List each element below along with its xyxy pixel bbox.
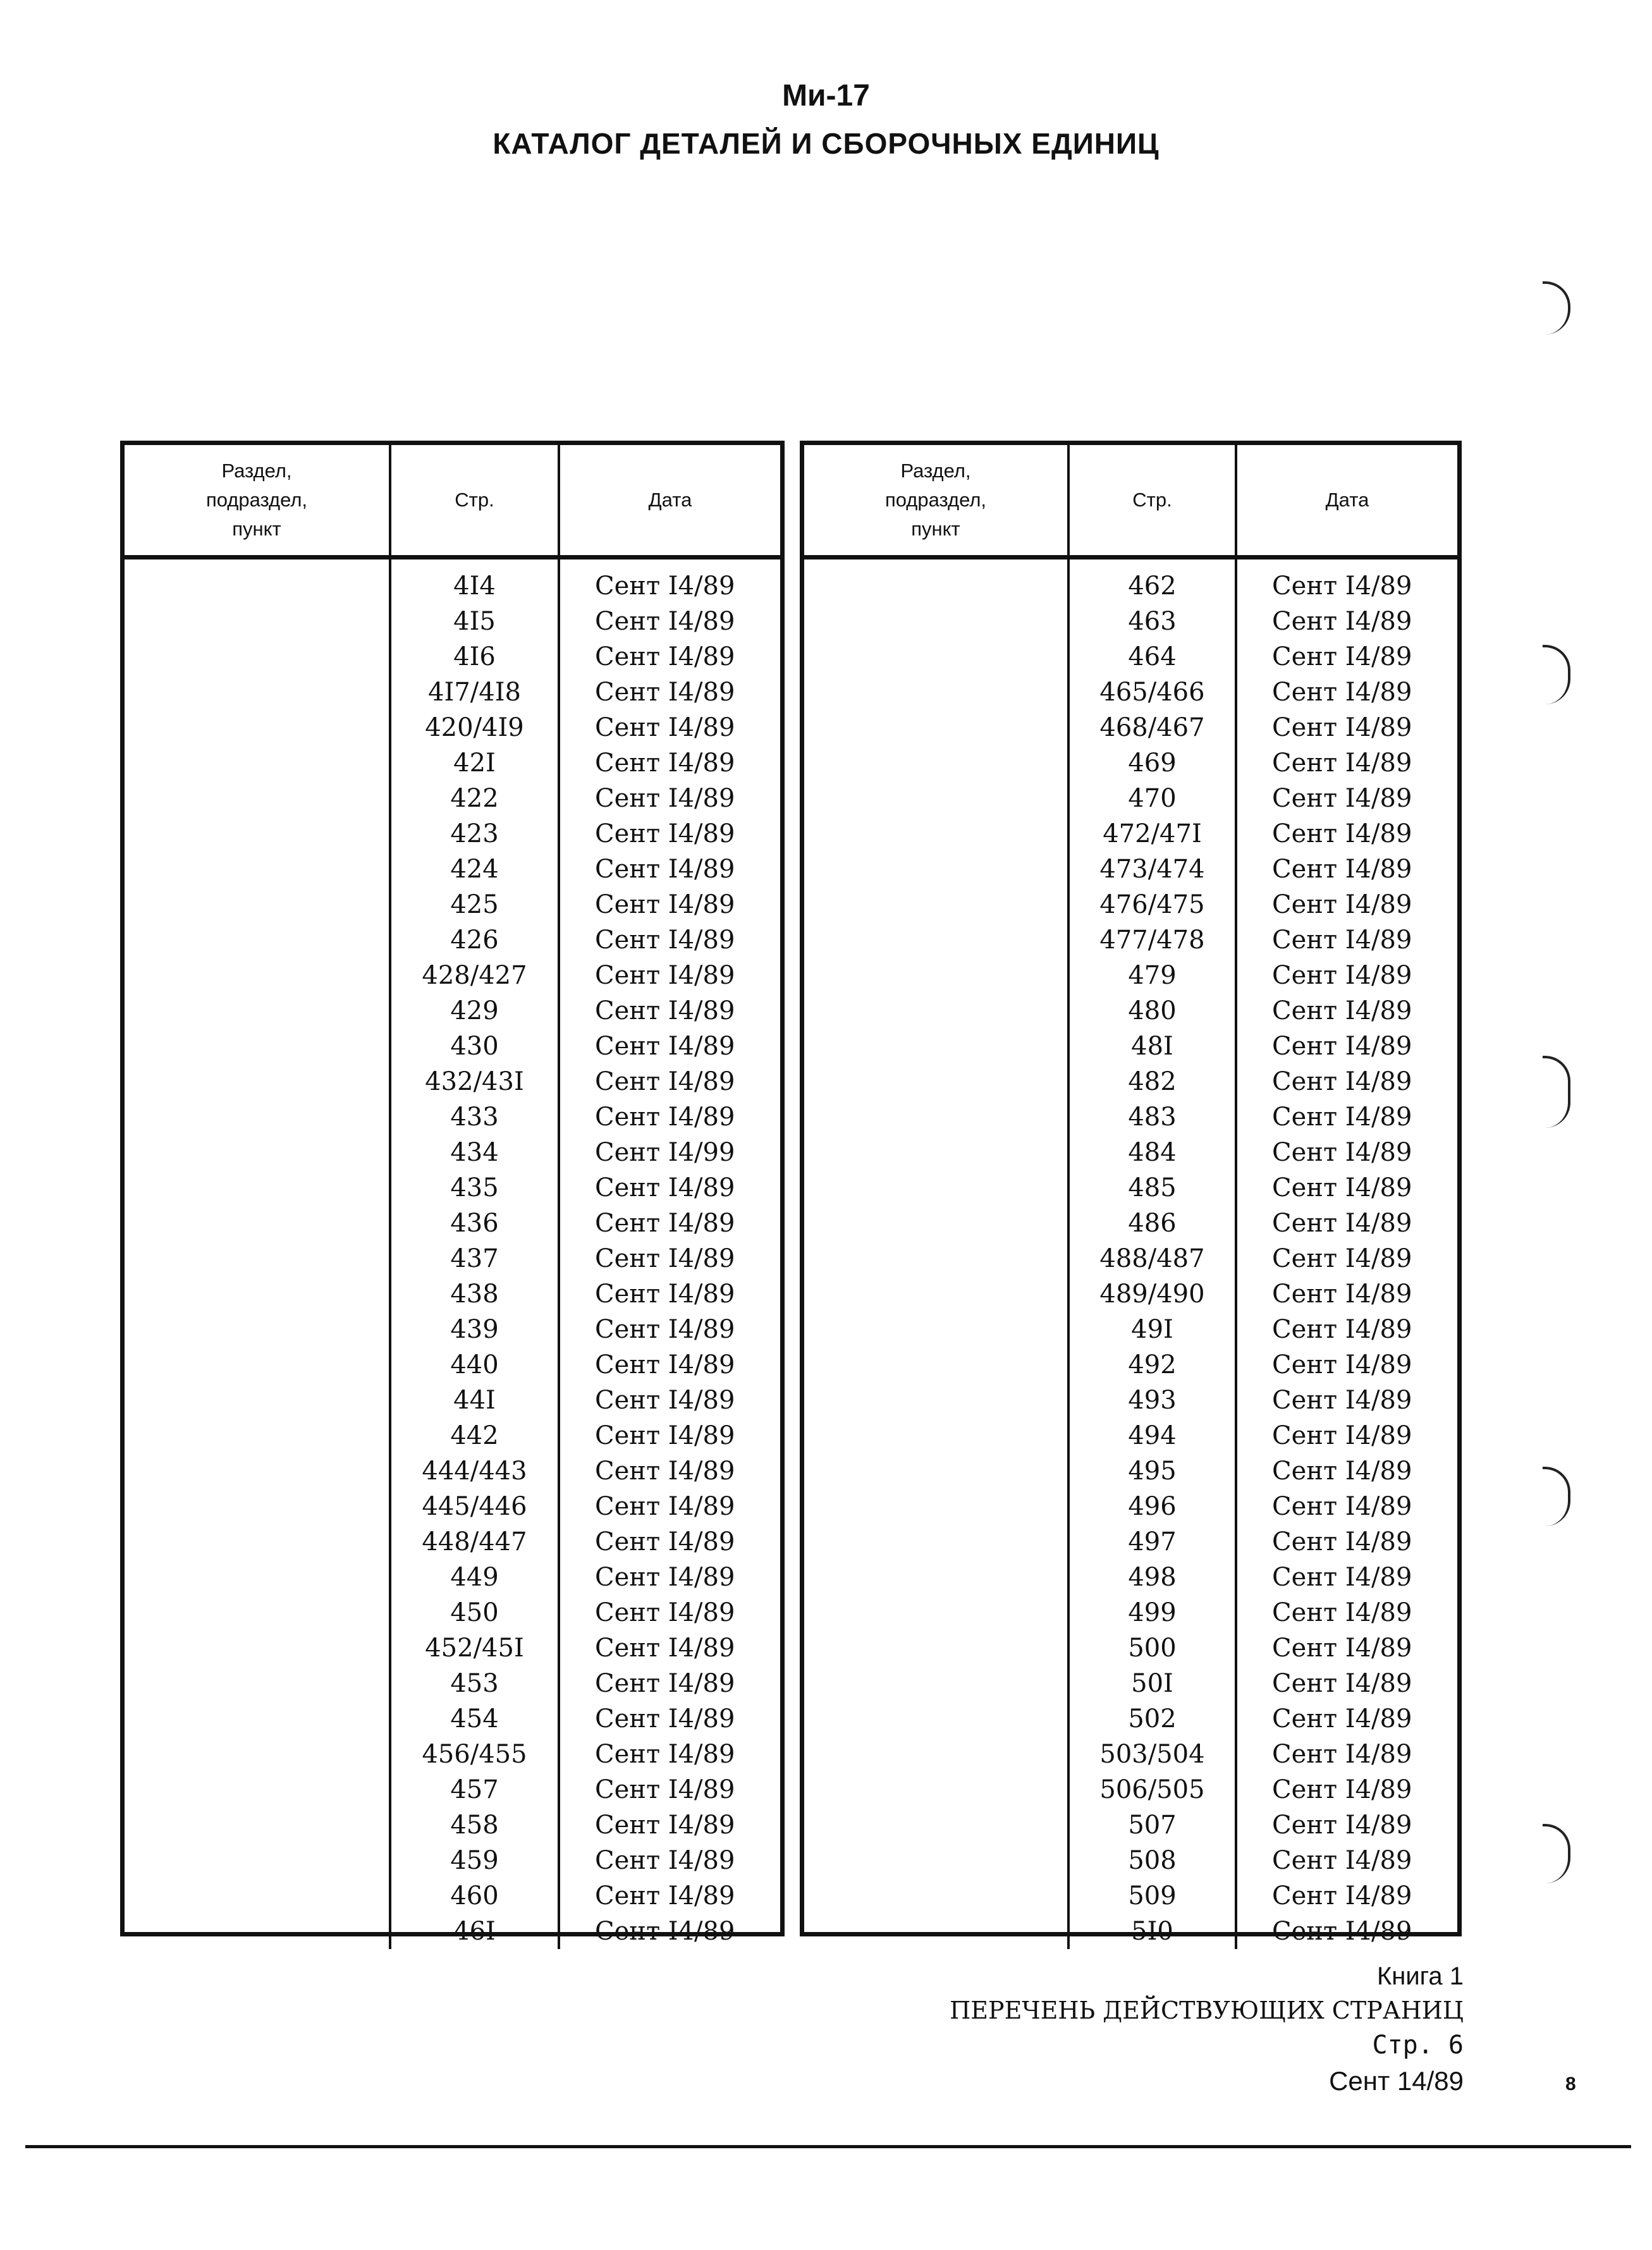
revision-date: Сент I4/89 [1272, 607, 1412, 636]
page-number: 442 [450, 1421, 499, 1450]
page-number: 482 [1128, 1067, 1177, 1096]
page-number: 485 [1128, 1173, 1177, 1202]
revision-date: Сент I4/89 [1272, 1846, 1412, 1875]
revision-date: Сент I4/89 [595, 749, 735, 778]
punch-hole-mark [1543, 1467, 1570, 1526]
revision-date: Сент I4/89 [595, 1315, 735, 1344]
page-number: 459 [450, 1846, 499, 1875]
page-number: 450 [450, 1598, 499, 1627]
revision-date: Сент I4/89 [1272, 1244, 1412, 1273]
revision-date: Сент I4/89 [595, 1634, 735, 1663]
page-number: 425 [450, 890, 499, 919]
page-number: 468/467 [1099, 713, 1205, 742]
page-number: 480 [1128, 996, 1177, 1025]
page-number: 499 [1128, 1598, 1177, 1627]
page-number: 433 [450, 1103, 499, 1132]
page-number: 506/505 [1099, 1775, 1205, 1804]
page-number: 489/490 [1099, 1280, 1205, 1309]
revision-date: Сент I4/89 [1272, 961, 1412, 990]
revision-date: Сент I4/89 [595, 1032, 735, 1061]
revision-date: Сент I4/89 [595, 961, 735, 990]
page-number: 492 [1128, 1350, 1177, 1379]
page-number: 477/478 [1099, 926, 1205, 955]
page-number: 430 [450, 1032, 499, 1061]
revision-date: Сент I4/89 [595, 1421, 735, 1450]
revision-date: Сент I4/89 [595, 1492, 735, 1521]
revision-date: Сент I4/89 [595, 1846, 735, 1875]
revision-date: Сент I4/89 [1272, 1209, 1412, 1238]
revision-date: Сент I4/89 [595, 1917, 735, 1946]
page-number: 464 [1128, 642, 1177, 671]
revision-date: Сент I4/89 [1272, 713, 1412, 742]
page-number: 496 [1128, 1492, 1177, 1521]
page-number: 437 [450, 1244, 499, 1273]
page-number: 472/47I [1103, 819, 1202, 848]
revision-date: Сент I4/89 [1272, 855, 1412, 884]
page-number: 44I [453, 1386, 496, 1415]
document-title: КАТАЛОГ ДЕТАЛЕЙ И СБОРОЧНЫХ ЕДИНИЦ [493, 127, 1159, 160]
revision-date: Сент I4/89 [1272, 996, 1412, 1025]
revision-date: Сент I4/89 [1272, 1421, 1412, 1450]
page-number: 444/443 [422, 1457, 527, 1486]
revision-date: Сент I4/89 [595, 1350, 735, 1379]
page-number: 432/43I [425, 1067, 524, 1096]
revision-date: Сент I4/89 [1272, 1917, 1412, 1946]
revision-date: Сент I4/89 [1272, 1598, 1412, 1627]
revision-date: Сент I4/89 [1272, 1704, 1412, 1733]
page-number: 465/466 [1099, 678, 1205, 707]
page-number: 469 [1128, 749, 1177, 778]
revision-date: Сент I4/89 [595, 1527, 735, 1556]
punch-hole-mark [1543, 1824, 1570, 1883]
page-number: 458 [450, 1811, 499, 1840]
revision-date: Сент I4/89 [595, 1280, 735, 1309]
revision-date: Сент I4/89 [595, 855, 735, 884]
page-number: 483 [1128, 1103, 1177, 1132]
revision-date: Сент I4/89 [1272, 1775, 1412, 1804]
page-number: 445/446 [422, 1492, 527, 1521]
page-number: 460 [450, 1881, 499, 1911]
revision-date: Сент I4/89 [595, 996, 735, 1025]
page-number: 423 [450, 819, 499, 848]
revision-date: Сент I4/89 [1272, 1811, 1412, 1840]
page-number: 429 [450, 996, 499, 1025]
right-section-column [804, 558, 1068, 1950]
footer-section: ПЕРЕЧЕНЬ ДЕЙСТВУЮЩИХ СТРАНИЦ [950, 1996, 1464, 2024]
revision-date: Сент I4/89 [1272, 1881, 1412, 1911]
page-number: 470 [1128, 784, 1177, 813]
page-number: 494 [1128, 1421, 1177, 1450]
revision-date: Сент I4/89 [1272, 1103, 1412, 1132]
revision-date: Сент I4/89 [595, 1067, 735, 1096]
page-number: 49I [1131, 1315, 1173, 1344]
revision-date: Сент I4/89 [595, 1209, 735, 1238]
revision-date: Сент I4/89 [1272, 1173, 1412, 1202]
left-col-section-header: Раздел, подраздел, пункт [125, 445, 390, 558]
page-number: 457 [450, 1775, 499, 1804]
revision-date: Сент I4/89 [595, 819, 735, 848]
revision-date: Сент I4/89 [595, 607, 735, 636]
punch-hole-mark [1543, 281, 1570, 334]
left-col-page-header: Стр. [390, 445, 559, 558]
revision-date: Сент I4/89 [1272, 1740, 1412, 1769]
right-col-page-header: Стр. [1068, 445, 1236, 558]
page-number: 48I [1131, 1032, 1173, 1061]
page-number: 488/487 [1099, 1244, 1205, 1273]
revision-date: Сент I4/89 [595, 1881, 735, 1911]
revision-date: Сент I4/89 [595, 1669, 735, 1698]
revision-date: Сент I4/89 [1272, 890, 1412, 919]
right-col-section-header: Раздел, подраздел, пункт [804, 445, 1068, 558]
left-col-date-header: Дата [559, 445, 780, 558]
left-page-column [390, 558, 559, 1950]
right-date-column [1236, 558, 1457, 1950]
revision-date: Сент I4/89 [1272, 1280, 1412, 1309]
page-number: 500 [1128, 1634, 1177, 1663]
revision-date: Сент I4/89 [595, 1103, 735, 1132]
page-number: 438 [450, 1280, 499, 1309]
page-number: 484 [1128, 1138, 1177, 1167]
page-number: 497 [1128, 1527, 1177, 1556]
page-number: 4I4 [453, 572, 496, 601]
page-number: 507 [1128, 1811, 1177, 1840]
revision-date: Сент I4/89 [595, 890, 735, 919]
page-number: 479 [1128, 961, 1177, 990]
revision-date: Сент I4/89 [595, 926, 735, 955]
page-number: 509 [1128, 1881, 1177, 1911]
revision-date: Сент I4/89 [1272, 926, 1412, 955]
page-number: 456/455 [422, 1740, 527, 1769]
page-number: 4I5 [453, 607, 496, 636]
left-section-column [125, 558, 390, 1950]
revision-date: Сент I4/89 [595, 713, 735, 742]
bottom-rule [25, 2145, 1631, 2148]
revision-date: Сент I4/99 [595, 1138, 735, 1167]
left-pages-table [120, 441, 785, 1946]
page-number: 5I0 [1131, 1917, 1173, 1946]
revision-date: Сент I4/89 [1272, 1032, 1412, 1061]
revision-date: Сент I4/89 [595, 1775, 735, 1804]
page-number: 449 [450, 1563, 499, 1592]
revision-date: Сент I4/89 [1272, 1350, 1412, 1379]
page-number: 476/475 [1099, 890, 1205, 919]
page-number: 50I [1131, 1669, 1173, 1698]
page-number: 503/504 [1099, 1740, 1205, 1769]
sheet-mark: 8 [1565, 2074, 1576, 2094]
revision-date: Сент I4/89 [1272, 1067, 1412, 1096]
revision-date: Сент I4/89 [595, 1740, 735, 1769]
right-pages-table [800, 441, 1462, 1946]
footer-book: Книга 1 [1376, 1962, 1464, 1990]
page-number: 439 [450, 1315, 499, 1344]
page-number: 495 [1128, 1457, 1177, 1486]
revision-date: Сент I4/89 [595, 784, 735, 813]
page-number: 498 [1128, 1563, 1177, 1592]
page-number: 4I6 [453, 642, 496, 671]
revision-date: Сент I4/89 [1272, 819, 1412, 848]
page-number: 463 [1128, 607, 1177, 636]
revision-date: Сент I4/89 [1272, 1492, 1412, 1521]
page-number: 454 [450, 1704, 499, 1733]
page-number: 473/474 [1099, 855, 1205, 884]
page-number: 426 [450, 926, 499, 955]
footer-date: Сент 14/89 [1329, 2066, 1464, 2096]
punch-hole-mark [1543, 1056, 1570, 1128]
document-model: Ми-17 [782, 79, 870, 113]
revision-date: Сент I4/89 [1272, 1669, 1412, 1698]
punch-hole-mark [1543, 645, 1570, 704]
page-number: 436 [450, 1209, 499, 1238]
page-number: 424 [450, 855, 499, 884]
revision-date: Сент I4/89 [595, 1811, 735, 1840]
page-number: 502 [1128, 1704, 1177, 1733]
revision-date: Сент I4/89 [595, 1244, 735, 1273]
page-number: 435 [450, 1173, 499, 1202]
revision-date: Сент I4/89 [595, 1386, 735, 1415]
page-number: 422 [450, 784, 499, 813]
revision-date: Сент I4/89 [1272, 1634, 1412, 1663]
revision-date: Сент I4/89 [1272, 572, 1412, 601]
revision-date: Сент I4/89 [1272, 1138, 1412, 1167]
page-number: 4I7/4I8 [428, 678, 521, 707]
revision-date: Сент I4/89 [595, 572, 735, 601]
footer-page: Стр. 6 [1372, 2031, 1464, 2060]
revision-date: Сент I4/89 [595, 1173, 735, 1202]
revision-date: Сент I4/89 [1272, 642, 1412, 671]
revision-date: Сент I4/89 [595, 678, 735, 707]
revision-date: Сент I4/89 [595, 1598, 735, 1627]
revision-date: Сент I4/89 [1272, 749, 1412, 778]
page-number: 493 [1128, 1386, 1177, 1415]
page-number: 420/4I9 [425, 713, 524, 742]
page-number: 453 [450, 1669, 499, 1698]
page-number: 486 [1128, 1209, 1177, 1238]
right-page-column [1068, 558, 1236, 1950]
page-number: 440 [450, 1350, 499, 1379]
left-date-column [559, 558, 780, 1950]
page-number: 448/447 [422, 1527, 527, 1556]
revision-date: Сент I4/89 [595, 642, 735, 671]
revision-date: Сент I4/89 [1272, 1563, 1412, 1592]
page-number: 42I [453, 749, 496, 778]
revision-date: Сент I4/89 [1272, 784, 1412, 813]
page-number: 46I [453, 1917, 496, 1946]
page-number: 508 [1128, 1846, 1177, 1875]
right-col-date-header: Дата [1236, 445, 1457, 558]
revision-date: Сент I4/89 [1272, 1457, 1412, 1486]
revision-date: Сент I4/89 [1272, 1527, 1412, 1556]
revision-date: Сент I4/89 [595, 1563, 735, 1592]
page-number: 434 [450, 1138, 499, 1167]
page-number: 452/45I [425, 1634, 524, 1663]
page-number: 462 [1128, 572, 1177, 601]
revision-date: Сент I4/89 [1272, 678, 1412, 707]
revision-date: Сент I4/89 [595, 1457, 735, 1486]
revision-date: Сент I4/89 [595, 1704, 735, 1733]
page-number: 428/427 [422, 961, 527, 990]
revision-date: Сент I4/89 [1272, 1315, 1412, 1344]
revision-date: Сент I4/89 [1272, 1386, 1412, 1415]
